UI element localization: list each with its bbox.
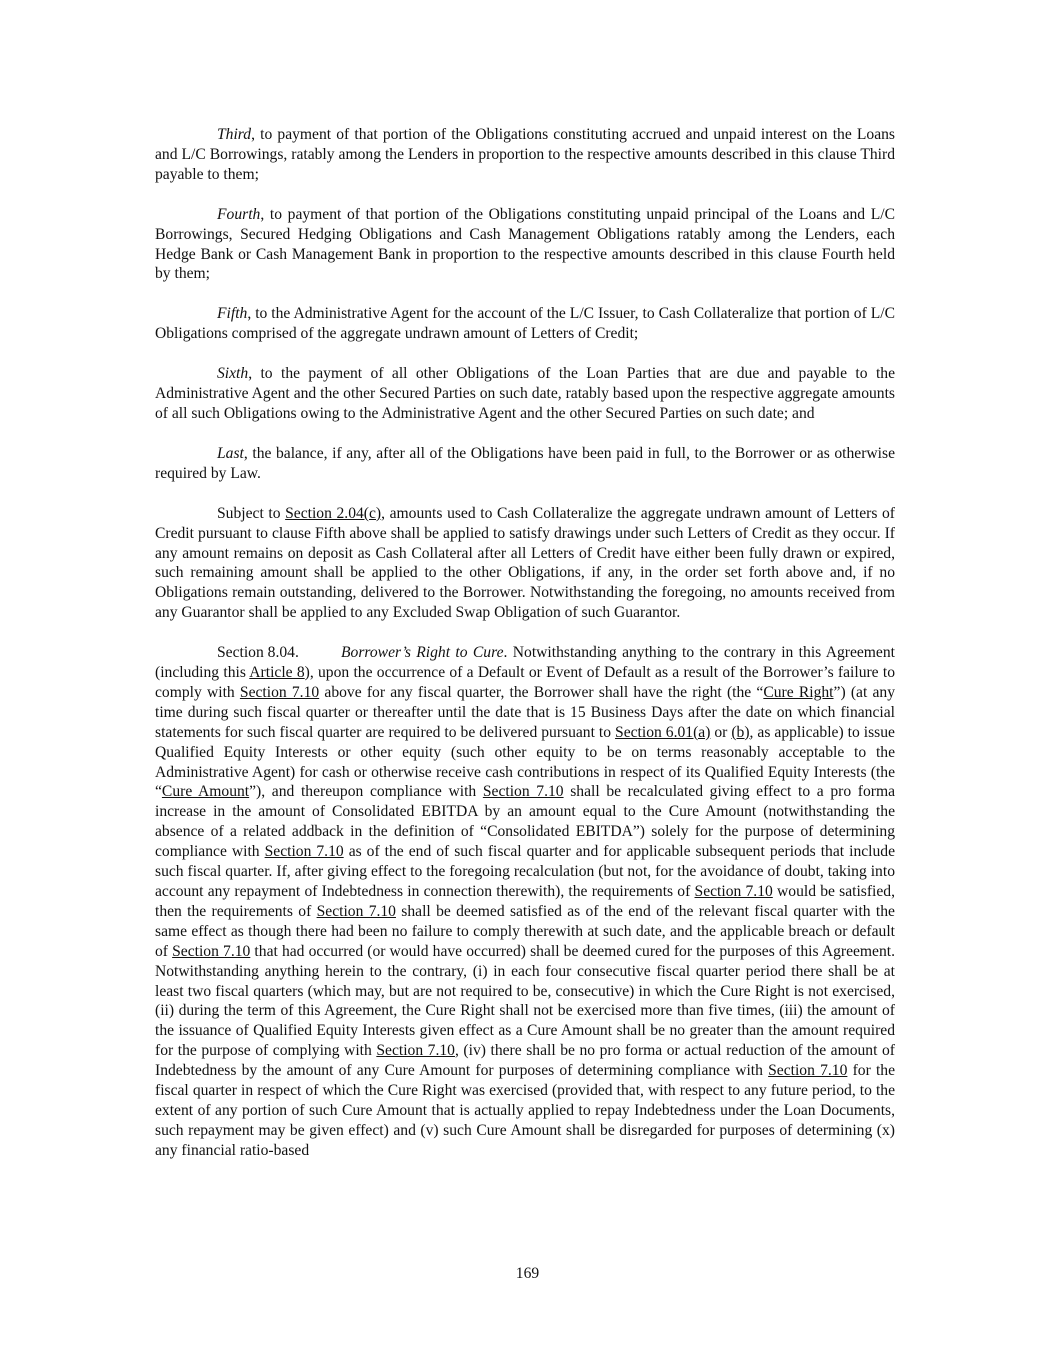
paragraph-text: , (iv) there shall be no pro forma or actual reduction of the amount of Indebtedness by the amount of any Cure Amount for purposes of determining compliance with (155, 1042, 895, 1080)
section-reference: Section 7.10 (239, 683, 320, 701)
paragraph-text: , to payment of that portion of the Obligations constituting unpaid principal of the Loans and L/C Borrowings, Secured Hedging Obligations and Cash Management Obligations ratably among the Lenders, each Hedge Bank or Cash Management Bank in proportion to the respective amounts described in this clause Fourth held by them; (155, 205, 895, 283)
paragraph-text: above for any fiscal quarter, the Borrower shall have the right (the “ (319, 683, 764, 701)
paragraph-text: . Notwithstanding anything to the contrary in this Agreement (including this (155, 644, 895, 682)
paragraph-fourth (155, 205, 895, 285)
paragraph-text: shall be deemed satisfied as of the end of the relevant fiscal quarter with the same effect as though there had been no failure to comply therewith at such date, and the applicable breach or default of (155, 902, 895, 960)
paragraph-text: , to the Administrative Agent for the account of the L/C Issuer, to Cash Collateralize that portion of L/C Obligations comprised of the aggregate undrawn amount of Letters of Credit; (155, 305, 895, 343)
section-reference: Section 7.10 (376, 1042, 455, 1060)
paragraph-text: , the balance, if any, after all of the Obligations have been paid in full, to the Borrower or as otherwise required by Law. (155, 444, 895, 482)
section-reference: Section 7.10 (316, 902, 396, 920)
page-number: 169 (515, 1265, 540, 1282)
clause-lead: Fifth (217, 305, 248, 323)
paragraph-text: or (710, 723, 732, 741)
paragraph-text: ), upon the occurrence of a Default or Event of Default as a result of the Borrower’s failure to comply with (155, 664, 895, 701)
clause-lead: Last (217, 444, 244, 462)
section-reference: Section 7.10 (172, 942, 251, 960)
paragraph-third (155, 125, 895, 185)
document-body (155, 125, 895, 1181)
paragraph-subject-to (155, 504, 895, 623)
section-reference: Section 2.04(c) (285, 504, 382, 522)
section-reference: Section 7.10 (482, 783, 564, 801)
paragraph-fifth (155, 304, 895, 344)
paragraph-text: as of the end of such fiscal quarter and for applicable subsequent periods that include such fiscal quarter. If, after giving effect to the foregoing recalculation (but not, for the avoidance of doubt, taking into account any repayment of Indebtedness in connection therewith), the requirements of (155, 843, 896, 900)
paragraph-last (155, 444, 895, 484)
section-reference: Section 7.10 (264, 843, 344, 861)
section-8-04 (155, 643, 895, 1161)
section-reference: Section 6.01(a) (615, 723, 711, 741)
section-title: Borrower’s Right to Cure (341, 644, 504, 662)
paragraph-text: for the fiscal quarter in respect of which the Cure Right was exercised (provided that, with respect to any future period, to the extent of any portion of such Cure Amount that is actually applied to repay Indebtedness under the Loan Documents, such repayment may be given effect) and (v) such Cure Amount shall be disregarded for purposes of determining (x) any financial ratio-based (155, 1062, 896, 1159)
paragraph-text: would be satisfied, then the requirements of (155, 883, 896, 920)
paragraph-text: , as applicable) to issue Qualified Equity Interests or other equity (such other equity to be on terms reasonably acceptable to the Administrative Agent) for cash or otherwise receive cash contributions in respect of its Qualified Equity Interests (the “ (155, 723, 895, 801)
paragraph-text: , to payment of that portion of the Obligations constituting accrued and unpaid interest on the Loans and L/C Borrowings, ratably among the Lenders in proportion to the respective amounts described in this clause Third payable to them; (155, 126, 895, 183)
paragraph-text: ”) (at any time during such fiscal quarter or thereafter until the date that is 15 Business Days after the date on which financial statements for such fiscal quarter are required to be delivered pursuant to (155, 683, 896, 741)
section-number: Section 8.04. (217, 644, 299, 662)
section-reference: Section 7.10 (694, 883, 773, 900)
paragraph-text: shall be recalculated giving effect to a pro forma increase in the amount of Consolidated EBITDA by an amount equal to the Cure Amount (notwithstanding the absence of a related addback in the definition of “Consolidated EBITDA”) solely for the purpose of determining compliance with (155, 783, 896, 861)
defined-term: Cure Right (763, 683, 834, 701)
paragraph-text: that had occurred (or would have occurred) shall be deemed cured for the purposes of this Agreement. Notwithstanding anything herein to the contrary, (i) in each four consecutive fiscal quarter period there shall be at least two fiscal quarters (which may, but are not required to be, consecutive) in which the Cure Right is not exercised, (ii) during the term of this Agreement, the Cure Right shall not be exercised more than five times, (iii) the amount of the issuance of Qualified Equity Interests given effect as a Cure Amount shall be no greater than the amount required for the purpose of complying with (155, 942, 895, 1060)
section-reference: Section 7.10 (768, 1062, 848, 1080)
paragraph-sixth (155, 364, 895, 424)
paragraph-text: ”), and thereupon compliance with (249, 783, 483, 801)
section-reference: (b) (731, 723, 750, 741)
defined-term: Cure Amount (161, 783, 250, 801)
paragraph-text: , to the payment of all other Obligations of the Loan Parties that are due and payable to the Administrative Agent and the other Secured Parties on such date, ratably based upon the respective aggregate amounts of all such Obligations owing to the Administrative Agent and the other Secured Parties on such date; and (155, 365, 895, 422)
clause-lead: Third (217, 126, 252, 143)
clause-lead: Sixth (217, 365, 249, 383)
article-reference: Article 8 (249, 664, 305, 682)
paragraph-text: Subject to (217, 504, 286, 522)
paragraph-text: , amounts used to Cash Collateralize the aggregate undrawn amount of Letters of Credit pursuant to clause Fifth above shall be applied to satisfy drawings under such Letters of Credit as they occur. If any amount remains on deposit as Cash Collateral after all Letters of Credit have either been fully drawn or expired, such remaining amount shall be applied to the other Obligations, if any, in the order set forth above and, if no Obligations remain outstanding, delivered to the Borrower. Notwithstanding the foregoing, no amounts received from any Guarantor shall be applied to any Excluded Swap Obligation of such Guarantor. (155, 504, 895, 622)
clause-lead: Fourth (217, 205, 261, 223)
